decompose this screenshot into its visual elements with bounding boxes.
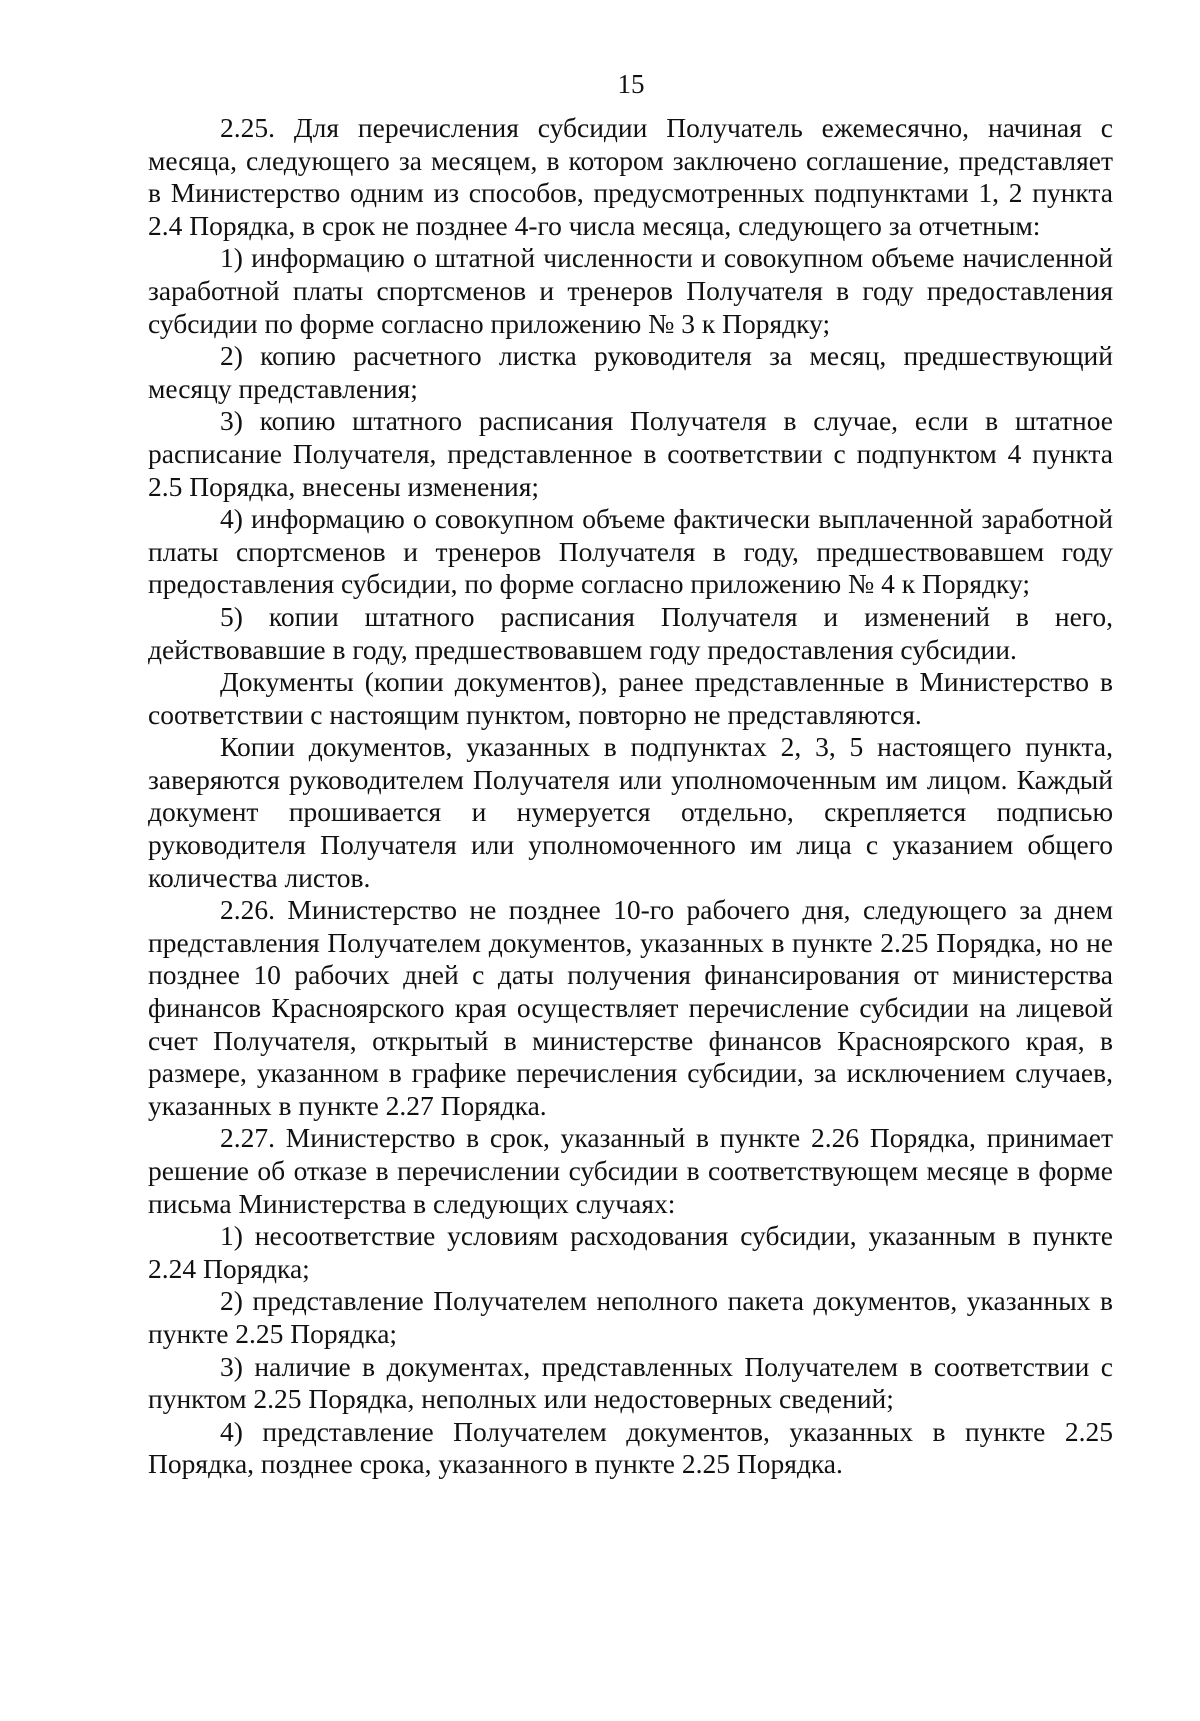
- paragraph-2-27: 2.27. Министерство в срок, указанный в пункте 2.26 Порядка, принимает решение об отказе в перечислении субсидии в соответствующем месяце в форме письма Министерства в следующих случаях:: [148, 1122, 1113, 1219]
- page-number: 15: [617, 69, 645, 99]
- list-item-4: 4) информацию о совокупном объеме фактически выплаченной заработной платы спортсменов и тренеров Получателя в году, предшествовавшем году предоставления субсидии, по форме согласно приложению № 4 к Порядку;: [148, 503, 1113, 600]
- refusal-case-2: 2) представление Получателем неполного пакета документов, указанных в пункте 2.25 Порядка;: [148, 1285, 1113, 1349]
- list-item-2: 2) копию расчетного листка руководителя за месяц, предшествующий месяцу представления;: [148, 340, 1113, 404]
- paragraph-copies-certification: Копии документов, указанных в подпунктах 2, 3, 5 настоящего пункта, заверяются руководителем Получателя или уполномоченным им лицом. Каждый документ прошивается и нумеруется отдельно, скрепляется подписью руководителя Получателя или уполномоченного им лица с указанием общего количества листов.: [148, 731, 1113, 893]
- paragraph-2-26: 2.26. Министерство не позднее 10-го рабочего дня, следующего за днем представления Получателем документов, указанных в пункте 2.25 Порядка, но не позднее 10 рабочих дней с даты получения финансирования от министерства финансов Красноярского края осуществляет перечисление субсидии на лицевой счет Получателя, открытый в министерстве финансов Красноярского края, в размере, указанном в графике перечисления субсидии, за исключением случаев, указанных в пункте 2.27 Порядка.: [148, 894, 1113, 1121]
- document-body: [148, 112, 1113, 1481]
- refusal-case-3: 3) наличие в документах, представленных Получателем в соответствии с пунктом 2.25 Порядка, неполных или недостоверных сведений;: [148, 1350, 1113, 1415]
- refusal-case-4: 4) представление Получателем документов, указанных в пункте 2.25 Порядка, позднее срока, указанного в пункте 2.25 Порядка.: [148, 1415, 1113, 1480]
- paragraph-2-25: 2.25. Для перечисления субсидии Получатель ежемесячно, начиная с месяца, следующего за месяцем, в котором заключено соглашение, представляет в Министерство одним из способов, предусмотренных подпунктами 1, 2 пункта 2.4 Порядка, в срок не позднее 4-го числа месяца, следующего за отчетным:: [148, 112, 1113, 241]
- refusal-case-1: 1) несоответствие условиям расходования субсидии, указанным в пункте 2.24 Порядка;: [148, 1220, 1113, 1284]
- list-item-3: 3) копию штатного расписания Получателя в случае, если в штатное расписание Получателя, представленное в соответствии с подпунктом 4 пункта 2.5 Порядка, внесены изменения;: [148, 405, 1113, 502]
- paragraph-documents-note: Документы (копии документов), ранее представленные в Министерство в соответствии с настоящим пунктом, повторно не представляются.: [148, 666, 1113, 730]
- list-item-1: 1) информацию о штатной численности и совокупном объеме начисленной заработной платы спортсменов и тренеров Получателя в году предоставления субсидии по форме согласно приложению № 3 к Порядку;: [148, 242, 1113, 339]
- list-item-5: 5) копии штатного расписания Получателя и изменений в него, действовавшие в году, предшествовавшем году предоставления субсидии.: [148, 600, 1113, 665]
